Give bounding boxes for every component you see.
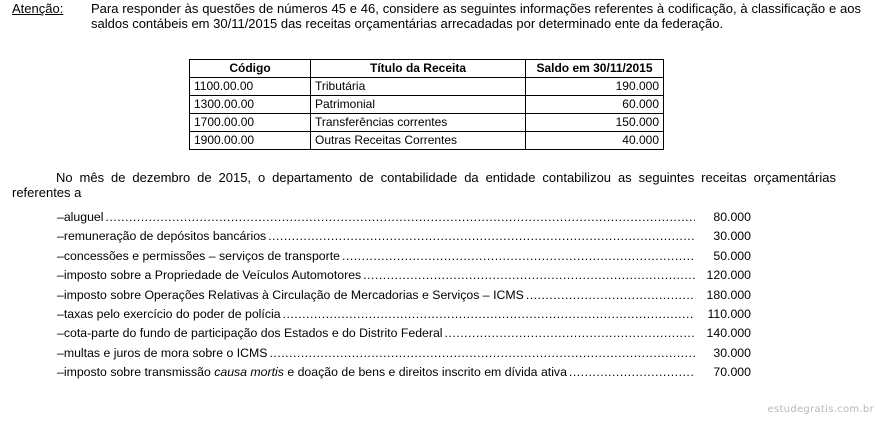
item-value: 180.000: [706, 287, 751, 302]
header-saldo: Saldo em 30/11/2015: [526, 60, 664, 78]
cell-saldo: 190.000: [526, 78, 664, 96]
header-codigo: Código: [190, 60, 311, 78]
item-label: cota-parte do fundo de participação dos Estados e do Distrito Federal: [63, 326, 443, 341]
list-item: [57, 247, 751, 266]
item-value: 80.000: [713, 210, 751, 224]
revenue-list: [57, 208, 751, 383]
dot-leader: [270, 344, 695, 363]
list-item: [57, 305, 751, 324]
table-row: [190, 132, 664, 150]
item-value: 110.000: [707, 306, 751, 321]
cell-codigo: 1900.00.00: [190, 132, 311, 150]
item-label-italic: causa mortis: [214, 365, 284, 380]
dot-leader: [526, 286, 695, 305]
item-value: 140.000: [706, 326, 751, 341]
header-titulo: Título da Receita: [311, 60, 526, 78]
item-value: 50.000: [713, 248, 751, 263]
dot-leader: [363, 266, 695, 285]
list-item: [57, 324, 751, 343]
attention-label: Atenção:: [12, 1, 64, 16]
cell-saldo: 40.000: [526, 132, 664, 150]
cell-saldo: 60.000: [526, 96, 664, 114]
item-value: 30.000: [713, 229, 751, 244]
item-label: imposto sobre a Propriedade de Veículos Automotores: [63, 268, 362, 283]
watermark: estudegratis.com.br: [767, 404, 874, 415]
list-item: [57, 266, 751, 285]
dot-leader: [342, 247, 695, 266]
item-label: taxas pelo exercício do poder de polícia: [63, 306, 281, 321]
list-item: [57, 227, 751, 246]
table-header-row: [190, 60, 664, 78]
cell-codigo: 1100.00.00: [190, 78, 311, 96]
cell-titulo: Patrimonial: [311, 96, 526, 114]
dot-leader: [569, 363, 695, 382]
cell-codigo: 1300.00.00: [190, 96, 311, 114]
table-row: [190, 114, 664, 132]
dot-leader: [268, 227, 695, 246]
item-label: concessões e permissões – serviços de transporte: [63, 248, 340, 263]
dot-leader: [445, 324, 695, 343]
item-value: 120.000: [706, 268, 751, 283]
table-row: [190, 78, 664, 96]
cell-codigo: 1700.00.00: [190, 114, 311, 132]
table-row: [190, 96, 664, 114]
list-item: [57, 363, 751, 382]
item-dash: –: [57, 306, 64, 321]
item-value: 70.000: [713, 365, 751, 380]
item-label: [64, 363, 567, 382]
item-dash: –: [57, 248, 64, 263]
cell-titulo: Tributária: [311, 78, 526, 96]
receitas-table: [189, 59, 664, 150]
item-label: remuneração de depósitos bancários: [63, 229, 267, 244]
item-dash: –: [57, 326, 64, 341]
item-label-part: imposto sobre transmissão: [63, 365, 215, 380]
item-dash: –: [57, 287, 64, 302]
item-dash: –: [57, 268, 64, 283]
item-label: imposto sobre Operações Relativas à Circulação de Mercadorias e Serviços – ICMS: [63, 287, 524, 302]
item-value: 30.000: [713, 345, 751, 360]
item-dash: –: [57, 365, 64, 380]
item-dash: –: [57, 210, 64, 224]
cell-titulo: Transferências correntes: [311, 114, 526, 132]
list-item: [57, 208, 751, 227]
dot-leader: [106, 208, 695, 227]
item-dash: –: [57, 345, 64, 360]
item-label: aluguel: [63, 210, 104, 224]
cell-saldo: 150.000: [526, 114, 664, 132]
cell-titulo: Outras Receitas Correntes: [311, 132, 526, 150]
item-label-part: e doação de bens e direitos inscrito em dívida ativa: [283, 365, 567, 380]
intro-text: Para responder às questões de números 45 e 46, considere as seguintes informações referentes à codificação, à classificação e aos saldos contábeis em 30/11/2015 das receitas orçamentárias arrecadadas por determinado ente da federação.: [91, 1, 861, 31]
item-label: multas e juros de mora sobre o ICMS: [63, 345, 268, 360]
dot-leader: [283, 305, 695, 324]
item-dash: –: [57, 229, 64, 244]
list-item: [57, 286, 751, 305]
december-paragraph: No mês de dezembro de 2015, o departamento de contabilidade da entidade contabilizou as seguintes receitas orçamentárias referentes a: [12, 170, 836, 200]
list-item: [57, 344, 751, 363]
